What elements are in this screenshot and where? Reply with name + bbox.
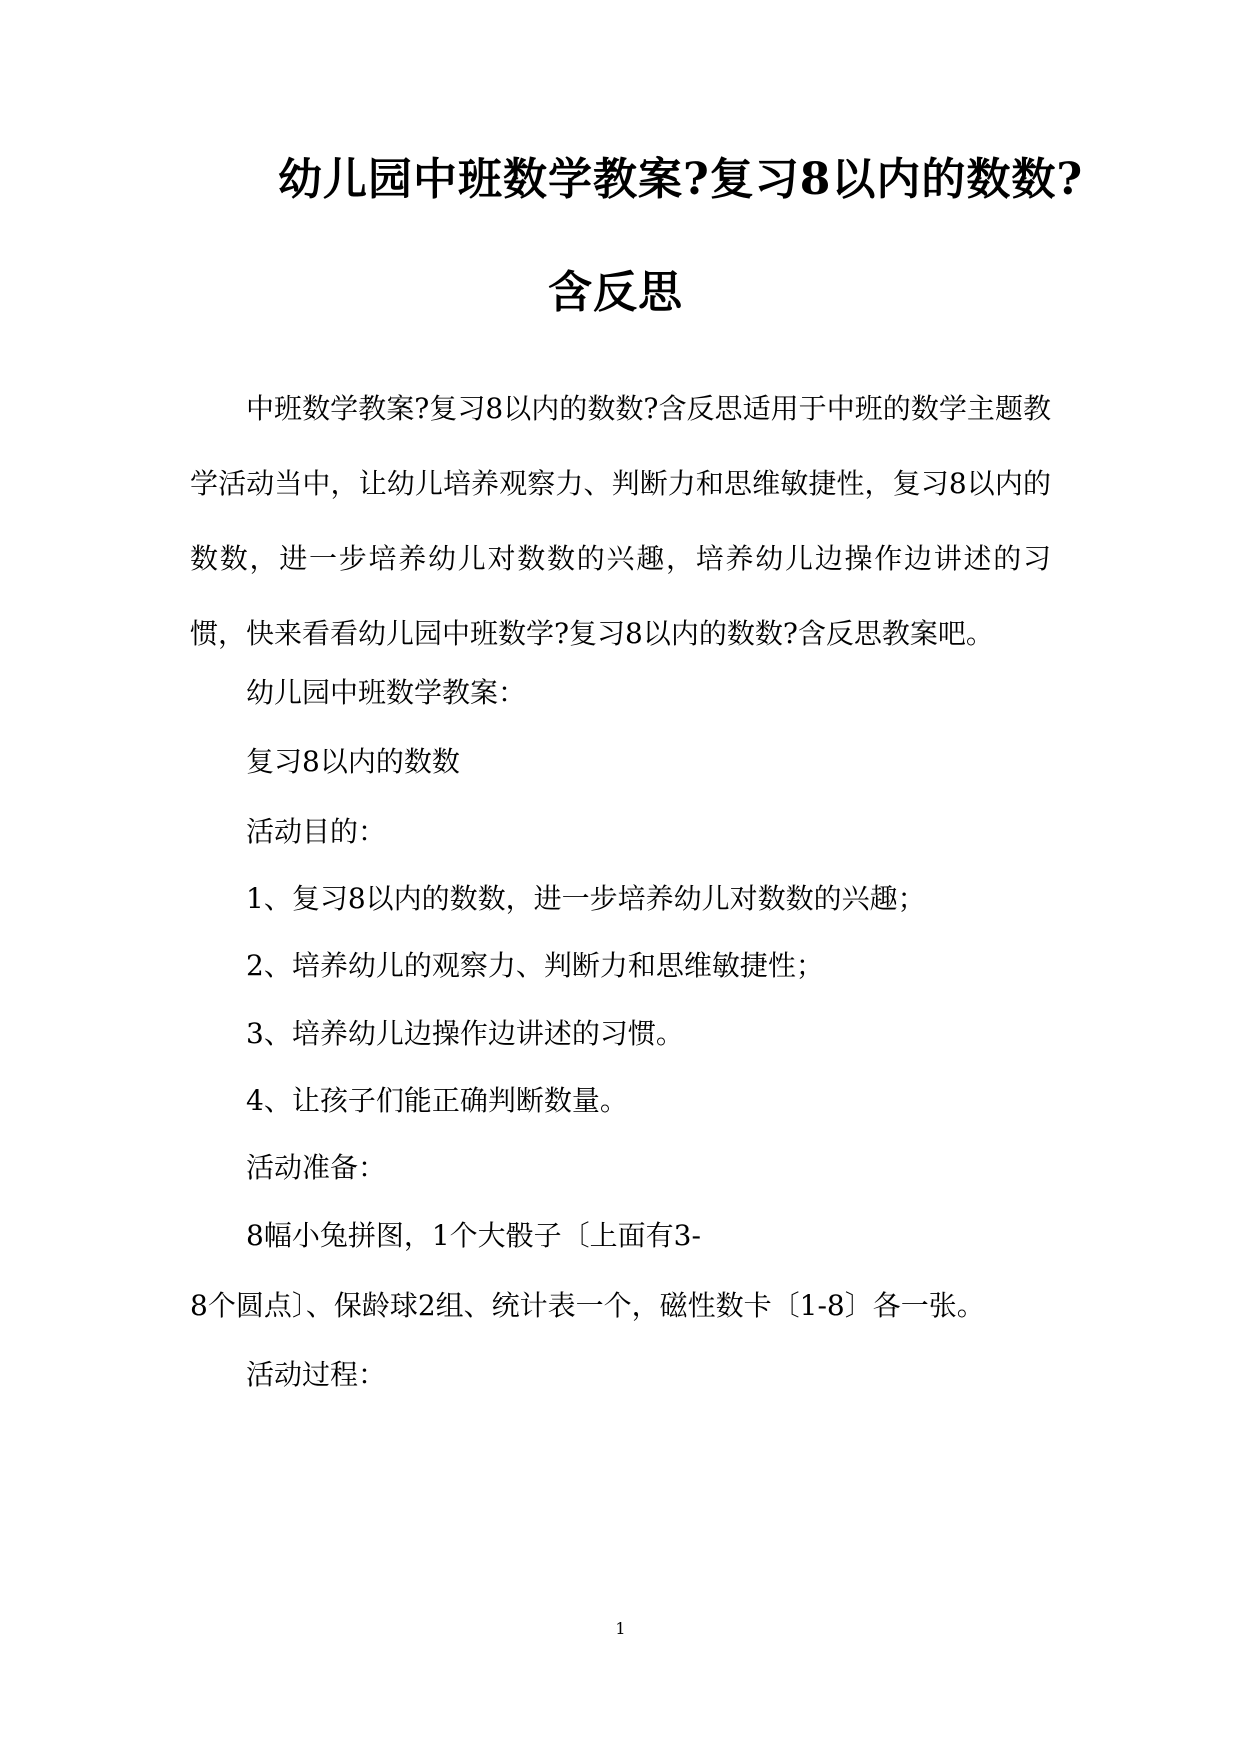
preparation-text-line-1: 8幅小兔拼图，1个大骰子〔上面有3- [246, 1219, 701, 1252]
preparation-heading: 活动准备： [246, 1151, 387, 1184]
page-number: 1 [615, 1619, 626, 1638]
topic-heading: 复习8以内的数数 [246, 745, 460, 778]
document-title-continuation: 含反思 [548, 267, 683, 318]
plan-heading: 幼儿园中班数学教案： [246, 676, 527, 709]
intro-paragraph: 中班数学教案?复习8以内的数数?含反思适用于中班的数学主题教学活动当中，让幼儿培养观察力、判断力和思维敏捷性，复习8以内的数数，进一步培养幼儿对数数的兴趣，培养幼儿边操作边讲述的习惯，快来看看幼儿园中班数学?复习8以内的数数?含反思教案吧。 [190, 392, 1051, 650]
goals-heading: 活动目的： [246, 815, 387, 848]
goal-item-4: 4、让孩子们能正确判断数量。 [246, 1084, 628, 1117]
goal-item-1: 1、复习8以内的数数，进一步培养幼儿对数数的兴趣； [246, 882, 926, 915]
goal-item-3: 3、培养幼儿边操作边讲述的习惯。 [246, 1017, 684, 1050]
goal-item-2: 2、培养幼儿的观察力、判断力和思维敏捷性； [246, 949, 824, 982]
document-title: 幼儿园中班数学教案?复习8以内的数数? [278, 154, 1084, 205]
preparation-text-line-2: 8个圆点〕、保龄球2组、统计表一个，磁性数卡〔1-8〕各一张。 [190, 1289, 985, 1322]
process-heading: 活动过程： [246, 1358, 387, 1391]
